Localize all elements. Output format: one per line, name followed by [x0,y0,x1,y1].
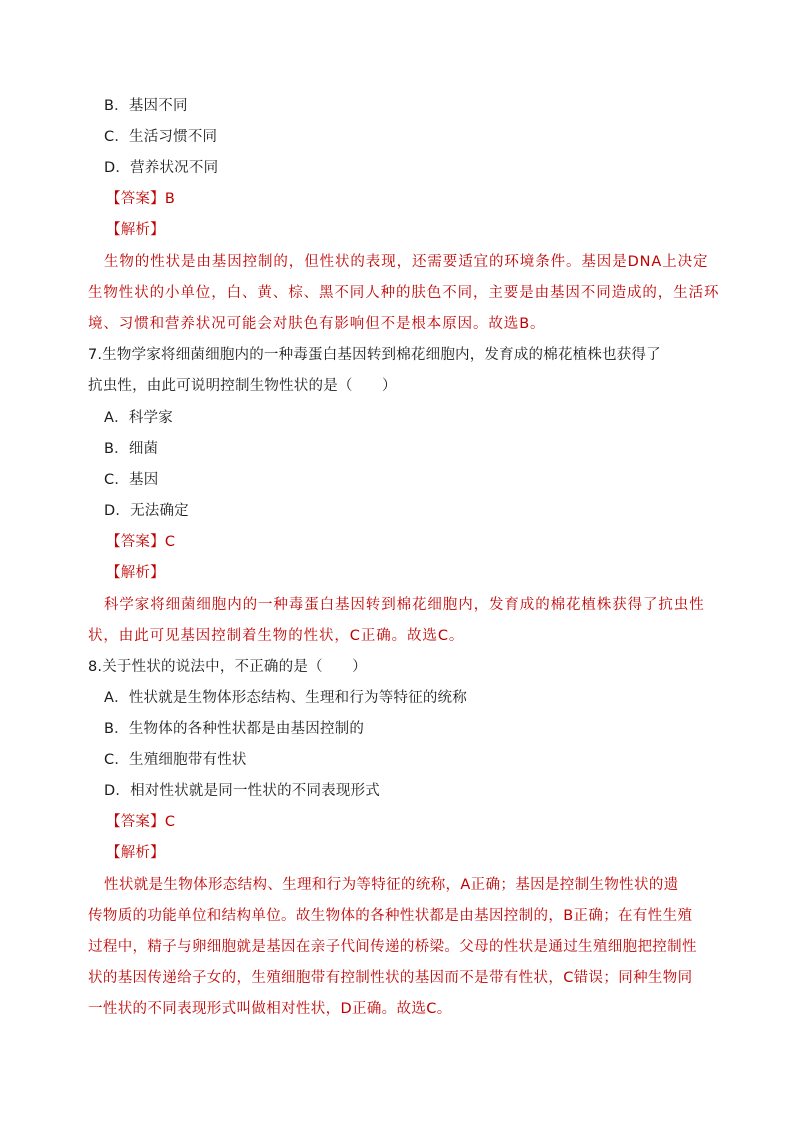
q6-answer: B [164,191,175,207]
q6-option-c: C．生活习惯不同 [104,129,218,145]
answer-label: 【答案】 [106,191,165,207]
q8-option-a: A．性状就是生物体形态结构、生理和行为等特征的统称 [104,690,467,706]
q7-option-c: C．基因 [104,472,159,488]
q6-explanation-line-2: 生物性状的小单位，白、黄、棕、黑不同人种的肤色不同，主要是由基因不同造成的，生活环 [88,285,720,301]
q8-explanation-line-4: 状的基因传递给子女的，生殖细胞带有控制性状的基因而不是带有性状，C错误；同种生物同 [88,970,693,986]
q8-explanation-line-2: 传物质的功能单位和结构单位。故生物体的各种性状都是由基因控制的，B正确；在有性生殖 [88,908,693,924]
q8-option-d: D．相对性状就是同一性状的不同表现形式 [104,783,380,799]
q7-option-b: B．细菌 [104,441,159,457]
q7-answer-line: 【答案】C [106,534,176,550]
q8-option-b: B．生物体的各种性状都是由基因控制的 [104,721,365,737]
q6-analysis-label: 【解析】 [106,222,165,238]
q8-answer-line: 【答案】C [106,814,176,830]
q8-option-c: C．生殖细胞带有性状 [104,752,247,768]
q8-explanation-line-5: 一性状的不同表现形式叫做相对性状，D正确。故选C。 [88,1001,452,1017]
q8-explanation-line-3: 过程中，精子与卵细胞就是基因在亲子代间传递的桥梁。父母的性状是通过生殖细胞把控制性 [88,939,697,955]
q7-explanation-line-2: 状，由此可见基因控制着生物的性状，C正确。故选C。 [88,628,465,644]
q6-explanation-line-3: 境、习惯和营养状况可能会对肤色有影响但不是根本原因。故选B。 [88,316,546,332]
q8-stem: 8.关于性状的说法中，不正确的是（ ） [88,659,367,675]
q6-answer-line [106,189,175,209]
q7-analysis-label: 【解析】 [106,565,165,581]
q6-option-d: D．营养状况不同 [104,160,219,176]
q7-answer: C [164,534,176,550]
q6-option-b: B．基因不同 [104,98,188,114]
q7-stem-line-1: 7.生物学家将细菌细胞内的一种毒蛋白基因转到棉花细胞内，发育成的棉花植株也获得了 [88,347,661,363]
q6-explanation-line-1: 生物的性状是由基因控制的，但性状的表现，还需要适宜的环境条件。基因是DNA上决定 [104,254,709,270]
q8-explanation-line-1: 性状就是生物体形态结构、生理和行为等特征的统称，A正确；基因是控制生物性状的遗 [104,877,679,893]
q7-stem-line-2: 抗虫性，由此可说明控制生物性状的是（ ） [88,378,397,394]
q7-explanation-line-1: 科学家将细菌细胞内的一种毒蛋白基因转到棉花细胞内，发育成的棉花植株获得了抗虫性 [104,597,705,613]
q7-option-d: D．无法确定 [104,503,189,519]
q8-answer: C [164,814,176,830]
q8-analysis-label: 【解析】 [106,845,165,861]
q7-option-a: A．科学家 [104,410,173,426]
